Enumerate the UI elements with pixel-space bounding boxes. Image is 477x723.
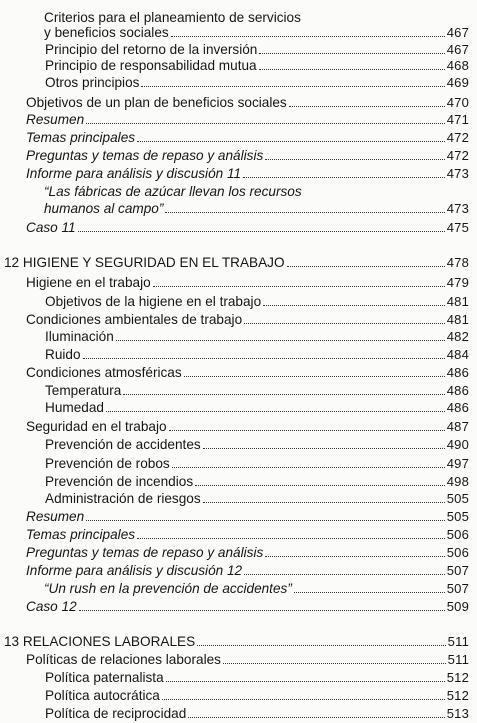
toc-entry-row xyxy=(26,559,469,579)
toc-entry-title: Prevención de robos xyxy=(45,456,170,471)
toc-entry-title: humanos al campo” xyxy=(44,201,164,216)
toc-entry-title: Prevención de accidentes xyxy=(45,437,201,452)
toc-entry-title: Otros principios xyxy=(45,75,140,90)
toc-entry-row xyxy=(26,523,469,543)
toc-entry-title: “Las fábricas de azúcar llevan los recursos xyxy=(44,184,302,199)
toc-entry-row xyxy=(26,595,469,615)
toc-page-number: 490 xyxy=(446,437,469,452)
toc-entry-title: 12 HIGIENE Y SEGURIDAD EN EL TRABAJO xyxy=(4,255,285,270)
dot-leader xyxy=(259,68,445,70)
toc-entry-title: Resumen xyxy=(26,112,85,127)
dot-leader xyxy=(244,322,445,324)
toc-page-number: 509 xyxy=(446,599,469,614)
toc-page-number: 507 xyxy=(446,563,469,578)
toc-page-number: 478 xyxy=(446,255,469,270)
dot-leader xyxy=(203,447,445,449)
dot-leader xyxy=(123,393,444,395)
toc-page-number: 506 xyxy=(446,545,469,560)
toc-entry-row xyxy=(26,505,469,525)
toc-entry-row xyxy=(45,452,469,472)
toc-entry-title: Criterios para el planeamiento de servicios xyxy=(44,10,301,25)
toc-page-number: 469 xyxy=(446,75,469,90)
dot-leader xyxy=(289,105,445,107)
toc-entry-row xyxy=(44,577,469,597)
toc-page-number: 486 xyxy=(446,383,469,398)
toc-entry-title: Temas principales xyxy=(26,527,136,542)
toc-page-number: 482 xyxy=(446,329,469,344)
dot-leader xyxy=(78,230,445,232)
toc-entry-row xyxy=(45,666,469,686)
toc-entry-row xyxy=(45,433,469,453)
toc-entry-title: Administración de riesgos xyxy=(45,491,201,506)
toc-entry-title: Preguntas y temas de repaso y análisis xyxy=(26,148,264,163)
toc-entry-title: Políticas de relaciones laborales xyxy=(26,652,221,667)
toc-page-number: 506 xyxy=(446,527,469,542)
dot-leader xyxy=(83,357,445,359)
dot-leader xyxy=(169,429,445,431)
toc-page-number: 498 xyxy=(446,474,469,489)
toc-entry-title: Condiciones ambientales de trabajo xyxy=(26,312,243,327)
dot-leader xyxy=(162,698,445,700)
dot-leader xyxy=(137,140,445,142)
toc-page-number: 486 xyxy=(446,400,469,415)
toc-entry-row xyxy=(45,487,469,507)
toc-entry-title: Política paternalista xyxy=(45,670,164,685)
toc-entry-title: Informe para análisis y discusión 11 xyxy=(26,166,242,181)
toc-entry-row xyxy=(45,325,469,345)
dot-leader xyxy=(243,176,445,178)
toc-entry-row xyxy=(26,108,469,128)
toc-entry-title: Prevención de incendios xyxy=(45,474,194,489)
toc-page-number: 505 xyxy=(446,509,469,524)
dot-leader xyxy=(153,285,445,287)
toc-page-number: 481 xyxy=(446,294,469,309)
toc-entry-title: Informe para análisis y discusión 12 xyxy=(26,563,243,578)
toc-entry-title: 13 RELACIONES LABORALES xyxy=(4,634,196,649)
dot-leader xyxy=(197,644,446,646)
toc-entry-title: Caso 11 xyxy=(26,220,76,235)
dot-leader xyxy=(244,573,445,575)
toc-entry-row xyxy=(45,343,469,363)
dot-leader xyxy=(79,609,445,611)
toc-page-number: 487 xyxy=(446,419,469,434)
toc-entry-title: Preguntas y temas de repaso y análisis xyxy=(26,545,264,560)
toc-entry-row xyxy=(26,144,469,164)
toc-entry-title: Condiciones atmosféricas xyxy=(26,365,182,380)
toc-page-number: 475 xyxy=(446,220,469,235)
toc-page-number: 511 xyxy=(447,634,469,649)
toc-entry-row xyxy=(26,415,469,435)
toc-entry-row xyxy=(45,71,469,91)
toc-entry-row xyxy=(45,396,469,416)
toc-page-number: 481 xyxy=(446,312,469,327)
dot-leader xyxy=(265,555,444,557)
toc-entry-title: Objetivos de un plan de beneficios sociales xyxy=(26,95,287,110)
dot-leader xyxy=(171,35,445,37)
toc-page-number: 473 xyxy=(446,166,469,181)
toc-page-number: 505 xyxy=(446,491,469,506)
toc-page-number: 511 xyxy=(447,652,469,667)
toc-entry-row xyxy=(45,702,469,722)
toc-page-number: 467 xyxy=(446,25,469,40)
dot-leader xyxy=(203,501,445,503)
dot-leader xyxy=(263,304,445,306)
dot-leader xyxy=(223,662,446,664)
toc-entry-title: Seguridad en el trabajo xyxy=(26,419,167,434)
toc-entry-title: Política autocrática xyxy=(45,688,160,703)
dot-leader xyxy=(265,158,444,160)
dot-leader xyxy=(166,680,445,682)
toc-page-number: 507 xyxy=(446,581,469,596)
dot-leader xyxy=(294,591,445,593)
toc-entry-title: Ruido xyxy=(45,347,81,362)
toc-entry-row xyxy=(26,541,469,561)
toc-page-number: 473 xyxy=(446,201,469,216)
toc-entry-row xyxy=(26,126,469,146)
toc-entry-title: Humedad xyxy=(45,400,104,415)
dot-leader xyxy=(86,122,445,124)
toc-chapter-row xyxy=(4,630,469,650)
dot-leader xyxy=(195,484,445,486)
dot-leader xyxy=(172,466,445,468)
toc-entry-row xyxy=(45,684,469,704)
toc-entry-title: Principio de responsabilidad mutua xyxy=(45,58,257,73)
dot-leader xyxy=(86,519,445,521)
toc-entry-title: Caso 12 xyxy=(26,599,77,614)
toc-entry-row xyxy=(45,290,469,310)
dot-leader xyxy=(106,410,445,412)
toc-entry-row xyxy=(26,648,469,668)
toc-page-number: 513 xyxy=(446,706,469,721)
toc-entry-title: Principio del retorno de la inversión xyxy=(45,42,258,57)
toc-page-number: 467 xyxy=(446,42,469,57)
toc-page-number: 484 xyxy=(446,347,469,362)
toc-page-number: 512 xyxy=(446,688,469,703)
dot-leader xyxy=(137,537,445,539)
toc-page-number: 497 xyxy=(446,456,469,471)
toc-entry-row xyxy=(26,361,469,381)
toc-entry-title: Objetivos de la higiene en el trabajo xyxy=(45,294,262,309)
toc-page-number: 472 xyxy=(446,130,469,145)
toc-page-number: 472 xyxy=(446,148,469,163)
toc-entry-row xyxy=(26,216,469,236)
dot-leader xyxy=(184,375,445,377)
toc-page-number: 471 xyxy=(446,112,469,127)
dot-leader xyxy=(141,85,444,87)
dot-leader xyxy=(116,339,445,341)
toc-entry-title: “Un rush en la prevención de accidentes” xyxy=(44,581,292,596)
toc-entry-title: Temperatura xyxy=(45,383,122,398)
toc-chapter-row xyxy=(4,251,469,271)
toc-entry-row xyxy=(26,162,469,182)
dot-leader xyxy=(165,211,444,213)
dot-leader xyxy=(188,716,444,718)
toc-entry-title: Política de reciprocidad xyxy=(45,706,187,721)
toc-page-number: 470 xyxy=(446,95,469,110)
toc-entry-title: Iluminación xyxy=(45,329,114,344)
toc-entry-title: Higiene en el trabajo xyxy=(26,275,151,290)
toc-entry-title: Resumen xyxy=(26,509,85,524)
toc-page-number: 512 xyxy=(446,670,469,685)
toc-entry-title: Temas principales xyxy=(26,130,136,145)
toc-entry-title: y beneficios sociales xyxy=(44,25,169,40)
toc-page-number: 468 xyxy=(446,58,469,73)
toc-page-number: 479 xyxy=(446,275,469,290)
toc-entry-row xyxy=(44,197,469,217)
toc-page-number: 486 xyxy=(446,365,469,380)
toc-entry-row xyxy=(26,271,469,291)
dot-leader xyxy=(287,265,445,267)
